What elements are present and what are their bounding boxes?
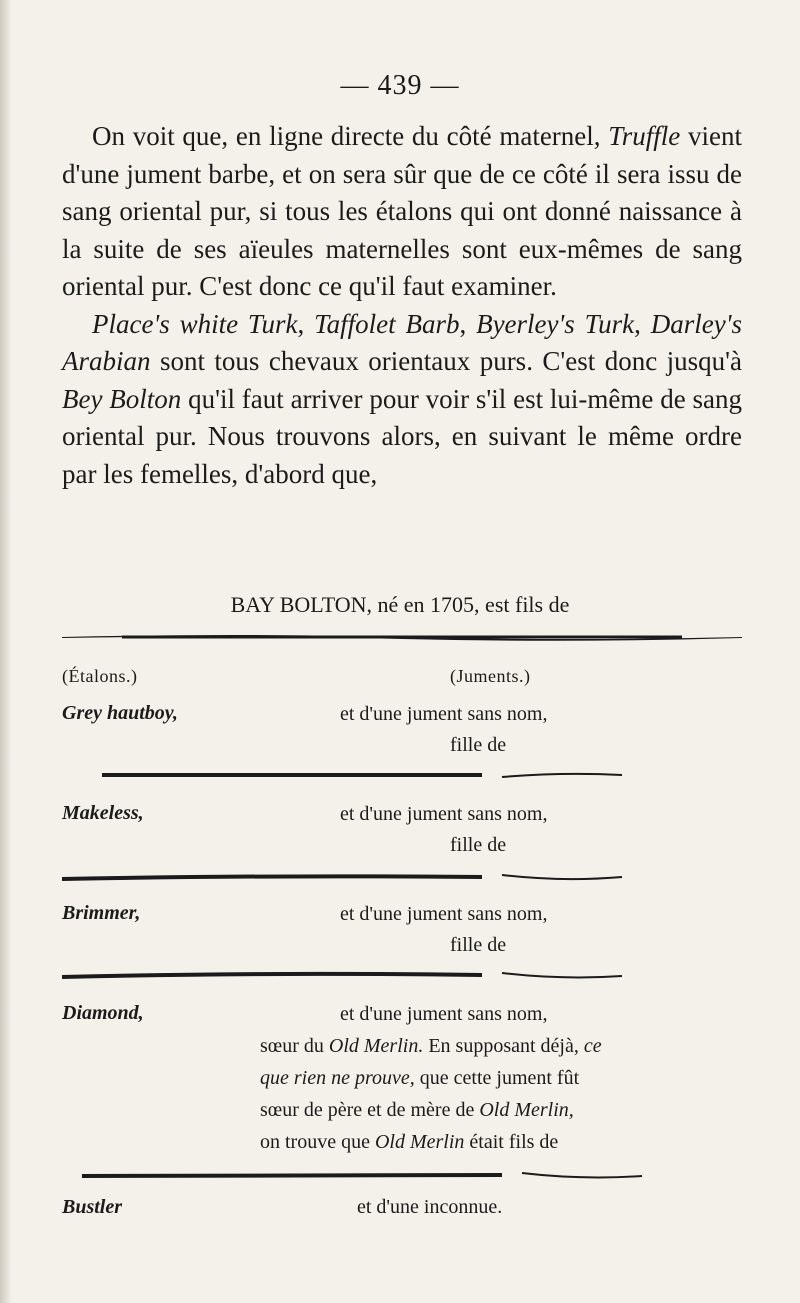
column-header-mares: (Juments.) (450, 666, 531, 686)
text-run: sœur du (260, 1035, 329, 1057)
italic-run: Darley's Arabian (62, 308, 743, 376)
sire-name: Bustler (62, 1196, 123, 1218)
fille-de: fille de (450, 734, 507, 756)
mare-description: et d'une jument sans nom, (340, 803, 548, 825)
bustler-entry (62, 1196, 762, 1219)
text-run: , (459, 308, 477, 339)
text-run: sœur de père et de mère de (260, 1099, 480, 1121)
text-run: , (634, 308, 651, 339)
diamond-mare-description (260, 998, 730, 1158)
italic-run: Taffolet Barb (314, 308, 460, 339)
italic-run: que rien ne prouve, (260, 1067, 415, 1089)
line (260, 1126, 730, 1158)
text-run: on trouve que (260, 1131, 375, 1153)
sire-name: Diamond, (62, 1002, 144, 1024)
text-run: et d'une jument sans nom, (340, 1003, 548, 1025)
italic-run: ce (583, 1035, 602, 1057)
fille-de: fille de (450, 834, 507, 856)
text-run: vient d'une jument barbe, et on sera sûr que de ce côté il sera issu de sang oriental pur, si tous les étalons qui ont donné naissance à la suite de ses aïeules maternelles sont eux-mêmes de sang oriental pur. C'est donc ce qu'il faut examiner. (62, 121, 742, 301)
line (260, 998, 730, 1030)
mare-description: et d'une jument sans nom, (340, 903, 548, 925)
italic-run: Old Merlin, (479, 1099, 574, 1121)
mare-description: et d'une jument sans nom, (340, 703, 548, 725)
paragraph-1 (62, 118, 742, 306)
text-run: était fils de (464, 1131, 559, 1153)
sire-name: Grey hautboy, (62, 702, 178, 724)
line (260, 1094, 730, 1126)
italic-run: Truffle (608, 121, 681, 151)
italic-run: Place's white Turk (92, 308, 298, 339)
sire-name: Brimmer, (62, 902, 141, 924)
line (260, 1062, 730, 1094)
italic-run: Old Merlin. (328, 1035, 424, 1057)
text-run: qu'il faut arriver pour voir s'il est lui-même de sang oriental pur. Nous trouvons alors, en suivant le même ordre par les femelles, d'abord que, (62, 383, 742, 489)
pedigree-heading: BAY BOLTON, né en 1705, est fils de (230, 592, 570, 617)
italic-run: Bey Bolton (62, 383, 182, 414)
paragraph-2 (62, 306, 742, 494)
divider-rule (62, 870, 742, 884)
divider-rule (62, 968, 742, 982)
page-number: — 439 — (340, 70, 460, 101)
text-run: que cette jument fût (414, 1067, 580, 1089)
line (260, 1030, 730, 1062)
body-text (62, 118, 742, 493)
divider-rule (62, 768, 742, 782)
page-edge-shadow (0, 0, 12, 1303)
text-run: sont tous chevaux orientaux purs. C'est donc jusqu'à (150, 346, 742, 376)
italic-run: Byerley's Turk (476, 308, 635, 339)
text-run: , (297, 308, 315, 339)
italic-run: Old Merlin (374, 1131, 465, 1153)
mare-description: et d'une inconnue. (357, 1196, 503, 1218)
text-run: En supposant déjà, (423, 1035, 584, 1057)
divider-rule (62, 1168, 742, 1182)
sire-name: Makeless, (62, 802, 144, 824)
column-header-stallions: (Étalons.) (62, 666, 138, 686)
fille-de: fille de (450, 934, 507, 956)
text-run: On voit que, en ligne directe du côté maternel, (92, 121, 609, 151)
divider-rule (62, 630, 742, 644)
